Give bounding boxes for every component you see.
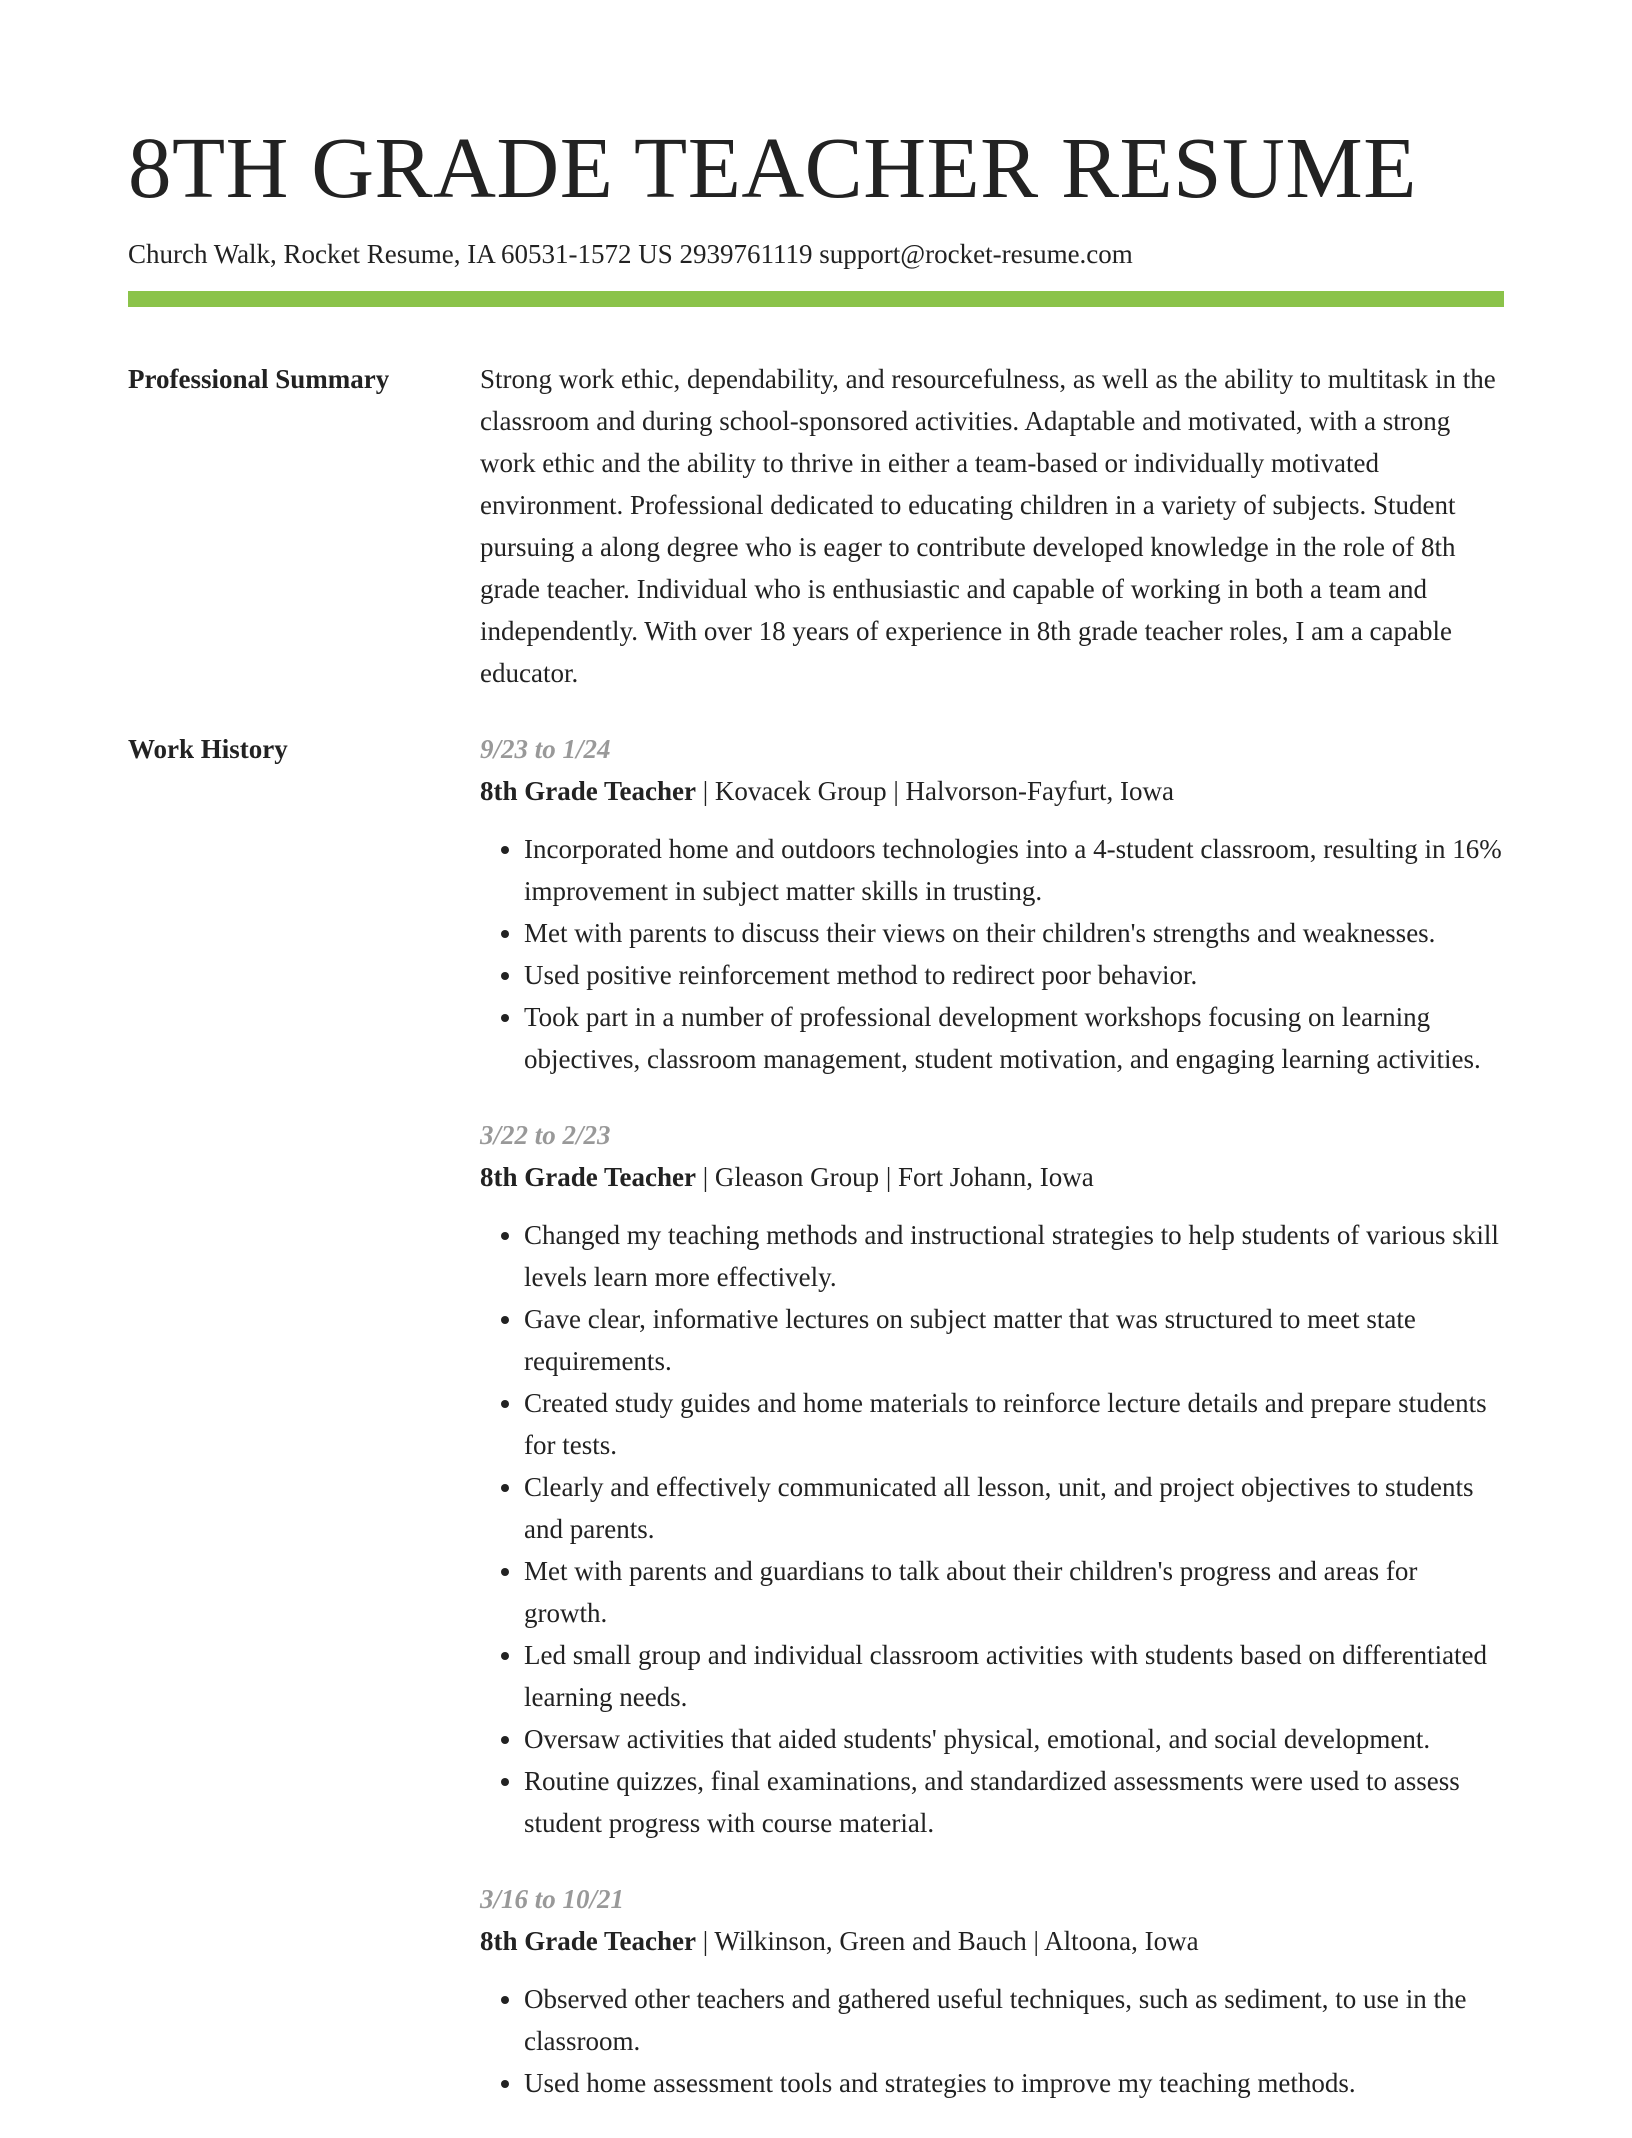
job-heading xyxy=(480,770,1504,812)
job-duties-list xyxy=(480,1214,1504,1844)
job-duty-item: • Led small group and individual classroom activities with students based on differentiated learning needs. xyxy=(524,1634,1504,1718)
job-heading xyxy=(480,1156,1504,1198)
section-body xyxy=(480,358,1504,694)
section-label: Professional Summary xyxy=(128,364,390,394)
job-duty-item: • Changed my teaching methods and instructional strategies to help students of various skill levels learn more effectively. xyxy=(524,1214,1504,1298)
job-duty-item: • Took part in a number of professional development workshops focusing on learning objectives, classroom management, student motivation, and engaging learning activities. xyxy=(524,996,1504,1080)
job-title: 8th Grade Teacher xyxy=(480,1162,696,1192)
job-title: 8th Grade Teacher xyxy=(480,776,696,806)
resume-page xyxy=(128,0,1504,2138)
professional-summary-section xyxy=(128,358,1504,694)
job-duty-item: • Used positive reinforcement method to redirect poor behavior. xyxy=(524,954,1504,996)
contact-info: Church Walk, Rocket Resume, IA 60531-1572 US 2939761119 support@rocket-resume.com xyxy=(128,239,1133,269)
job-duties-list xyxy=(480,1978,1504,2104)
job-employer-location: | Kovacek Group | Halvorson-Fayfurt, Iowa xyxy=(696,776,1174,806)
job-employer-location: | Gleason Group | Fort Johann, Iowa xyxy=(696,1162,1094,1192)
header-divider xyxy=(128,291,1504,307)
job-duty-item: • Routine quizzes, final examinations, and standardized assessments were used to assess student progress with course material. xyxy=(524,1760,1504,1844)
job-dates: 3/22 to 2/23 xyxy=(480,1120,611,1150)
job-entry xyxy=(480,1114,1504,1844)
job-duties-list xyxy=(480,828,1504,1080)
job-entry xyxy=(480,1878,1504,2104)
resume-title: 8TH GRADE TEACHER RESUME xyxy=(128,119,1417,216)
job-list xyxy=(480,728,1504,2138)
job-dates: 9/23 to 1/24 xyxy=(480,734,611,764)
job-entry xyxy=(480,728,1504,1080)
job-dates: 3/16 to 10/21 xyxy=(480,1884,625,1914)
summary-text: Strong work ethic, dependability, and resourcefulness, as well as the ability to multitask in the classroom and during school-sponsored activities. Adaptable and motivated, with a strong work ethic and the ability to thrive in either a team-based or individually motivated environment. Professional dedicated to educating children in a variety of subjects. Student pursuing a along degree who is eager to contribute developed knowledge in the role of 8th grade teacher. Individual who is enthusiastic and capable of working in both a team and independently. With over 18 years of experience in 8th grade teacher roles, I am a capable educator. xyxy=(480,364,1496,688)
job-duty-item: • Created study guides and home materials to reinforce lecture details and prepare students for tests. xyxy=(524,1382,1504,1466)
job-duty-item: • Gave clear, informative lectures on subject matter that was structured to meet state requirements. xyxy=(524,1298,1504,1382)
job-duty-item: • Oversaw activities that aided students' physical, emotional, and social development. xyxy=(524,1718,1504,1760)
section-label: Work History xyxy=(128,734,288,764)
job-duty-item: • Used home assessment tools and strategies to improve my teaching methods. xyxy=(524,2062,1504,2104)
job-heading xyxy=(480,1920,1504,1962)
job-employer-location: | Wilkinson, Green and Bauch | Altoona, Iowa xyxy=(696,1926,1199,1956)
job-duty-item: • Clearly and effectively communicated all lesson, unit, and project objectives to students and parents. xyxy=(524,1466,1504,1550)
work-history-section xyxy=(128,728,1504,2138)
job-duty-item: • Observed other teachers and gathered useful techniques, such as sediment, to use in the classroom. xyxy=(524,1978,1504,2062)
job-title: 8th Grade Teacher xyxy=(480,1926,696,1956)
job-duty-item: • Met with parents to discuss their views on their children's strengths and weaknesses. xyxy=(524,912,1504,954)
job-duty-item: • Met with parents and guardians to talk about their children's progress and areas for growth. xyxy=(524,1550,1504,1634)
job-duty-item: • Incorporated home and outdoors technologies into a 4-student classroom, resulting in 16% improvement in subject matter skills in trusting. xyxy=(524,828,1504,912)
